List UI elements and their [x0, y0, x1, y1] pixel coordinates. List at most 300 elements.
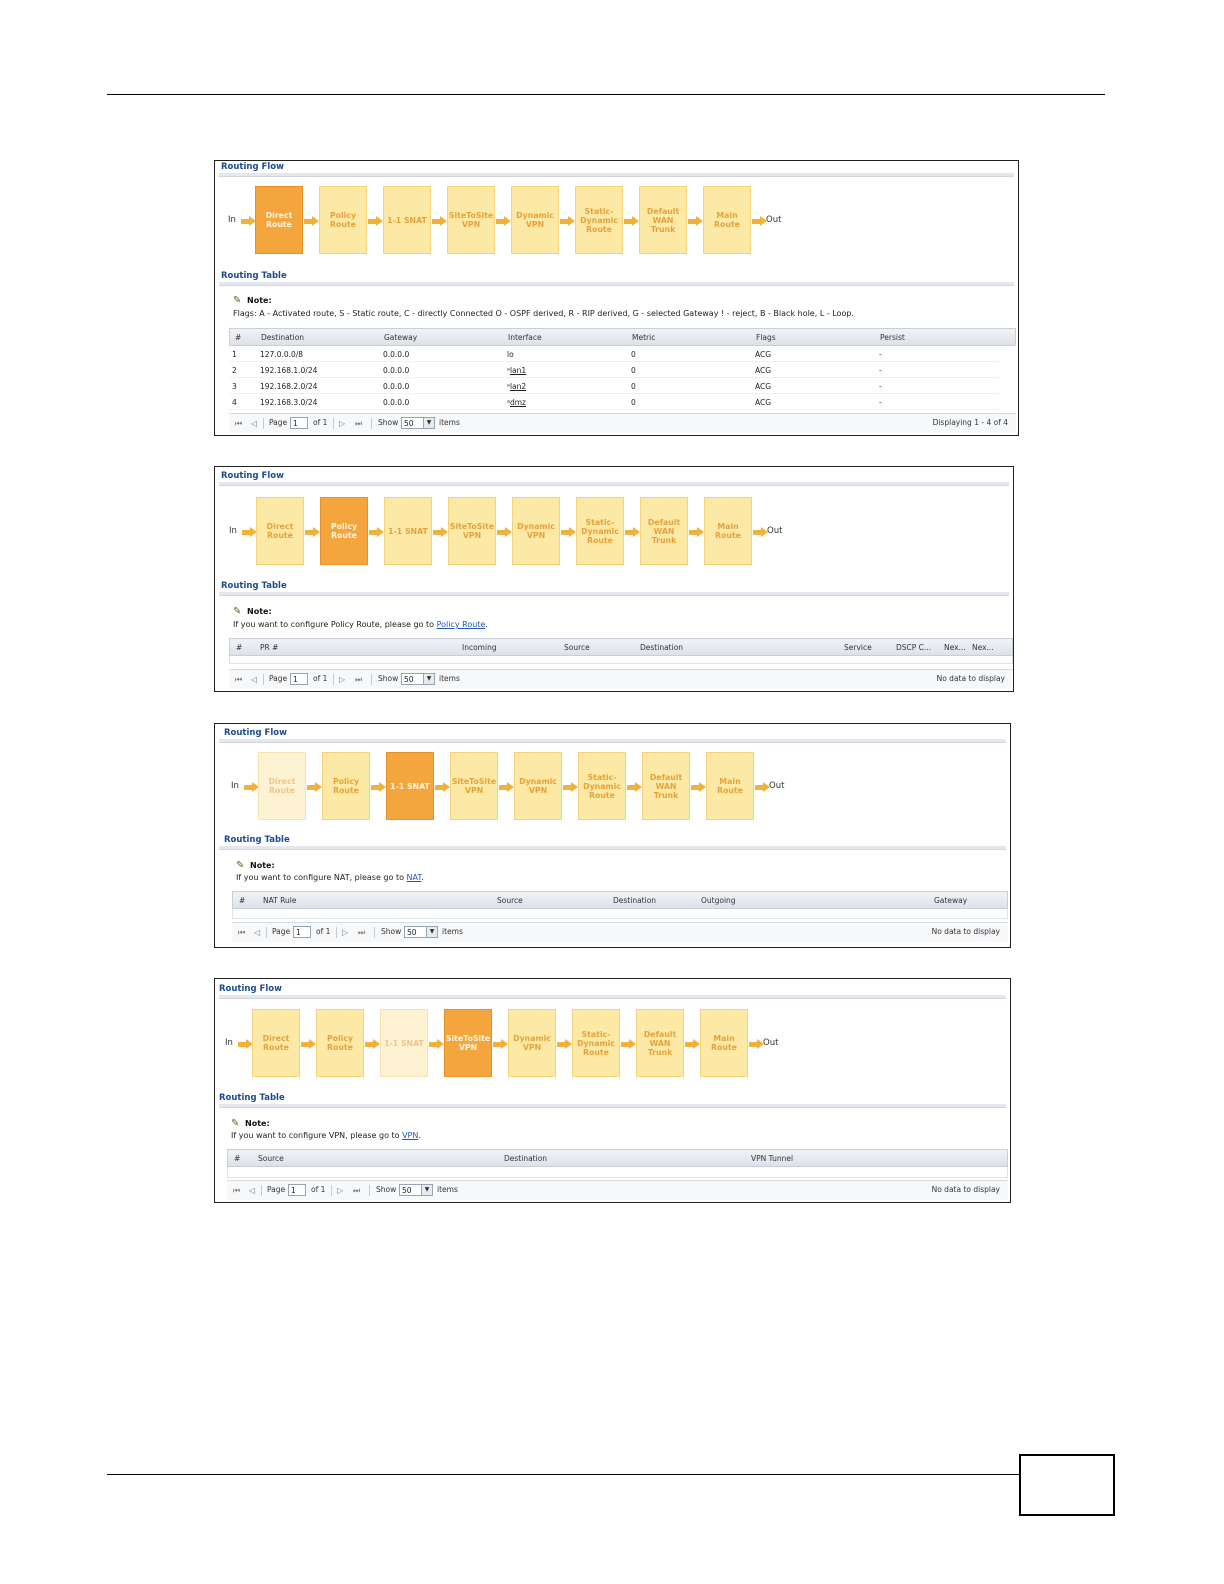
flow-step-6[interactable]	[636, 1009, 684, 1077]
first-page-icon[interactable]: ⏮	[233, 1186, 241, 1195]
flow-arrow-icon	[497, 527, 511, 537]
pager-separator	[333, 418, 334, 429]
flow-step-label-line: Direct	[268, 777, 296, 786]
flow-in-label: In	[229, 526, 237, 536]
flow-step-label-line: VPN	[528, 786, 548, 795]
flow-step-label-line: Route	[711, 1043, 737, 1052]
flow-step-label	[449, 211, 493, 229]
column-gateway[interactable]: Gateway	[384, 333, 418, 342]
flow-arrow-icon	[749, 1039, 763, 1049]
flow-step-label	[267, 522, 294, 540]
pager-separator	[331, 1185, 332, 1196]
pager-status: No data to display	[931, 1185, 1000, 1194]
flow-step-0[interactable]	[256, 497, 304, 565]
column-vpn-tunnel[interactable]: VPN Tunnel	[751, 1154, 794, 1163]
column-number[interactable]: #	[235, 333, 242, 342]
column-destination[interactable]: Destination	[504, 1154, 548, 1163]
flow-step-label	[446, 1034, 490, 1052]
flow-step-label	[581, 518, 619, 545]
cell-metric: 0	[631, 382, 636, 391]
cell-metric: 0	[631, 366, 636, 375]
note-icon: ✎	[231, 1118, 240, 1129]
cell-gateway: 0.0.0.0	[383, 366, 410, 375]
pager-status: No data to display	[936, 674, 1005, 683]
flow-step-label-line: WAN	[655, 781, 677, 791]
flow-step-label-line: Main	[713, 1034, 735, 1043]
flow-step-label-line: VPN	[461, 220, 481, 229]
flow-step-label	[516, 211, 554, 229]
flow-step-label-line: Main	[717, 522, 739, 531]
page-label: Page	[269, 674, 288, 683]
items-label: items	[437, 1185, 458, 1194]
flow-step-label-line: Dynamic	[577, 1038, 615, 1048]
flow-arrow-icon	[627, 782, 641, 792]
flow-step-2[interactable]	[383, 186, 431, 254]
routing-table-title: Routing Table	[221, 581, 287, 591]
flow-step-label-line: VPN	[458, 1043, 478, 1052]
table-row[interactable]	[229, 394, 999, 410]
cell-flags: ACG	[755, 382, 772, 391]
flow-step-label-line: VPN	[526, 531, 546, 540]
pager	[229, 669, 1013, 689]
flow-step-3[interactable]	[447, 186, 495, 254]
column-flags[interactable]: Flags	[756, 333, 776, 342]
flow-arrow-icon	[429, 1039, 443, 1049]
flow-step-label	[330, 211, 356, 229]
nat-link[interactable]: NAT	[406, 873, 422, 882]
chevron-down-icon[interactable]: ▼	[426, 927, 437, 937]
note-title: Note:	[247, 607, 272, 616]
flow-step-4[interactable]	[511, 186, 559, 254]
column-source[interactable]: Source	[497, 896, 523, 905]
flow-step-4[interactable]	[512, 497, 560, 565]
flow-step-label	[648, 518, 680, 545]
flow-step-label-line: SiteToSite	[451, 777, 497, 786]
flow-step-label-line: SiteToSite	[449, 522, 495, 531]
column-service[interactable]: Service	[844, 643, 872, 652]
note-icon: ✎	[236, 860, 245, 871]
flow-step-label-line: Policy	[329, 211, 357, 220]
flow-step-7[interactable]	[706, 752, 754, 820]
column-incoming[interactable]: Incoming	[462, 643, 497, 652]
flow-arrow-icon	[560, 216, 574, 226]
flow-step-7[interactable]	[700, 1009, 748, 1077]
flow-step-label-line: Default	[647, 517, 681, 527]
page-number-input[interactable]: 1	[290, 673, 308, 685]
flow-step-label-line: SiteToSite	[445, 1034, 491, 1043]
table-row[interactable]	[229, 346, 999, 362]
flow-step-6[interactable]	[642, 752, 690, 820]
column-interface[interactable]: Interface	[508, 333, 542, 342]
flow-step-0[interactable]	[258, 752, 306, 820]
flow-arrow-icon	[755, 782, 769, 792]
flow-arrow-icon	[499, 782, 513, 792]
flow-step-0[interactable]	[255, 186, 303, 254]
policy-route-table-header	[229, 638, 1013, 656]
flow-step-label-line: VPN	[522, 1043, 542, 1052]
interface-link[interactable]: dmz	[509, 398, 526, 407]
routing-table-title: Routing Table	[221, 271, 287, 281]
flow-arrow-icon	[368, 216, 382, 226]
cell-number: 4	[232, 398, 237, 407]
flow-out-label: Out	[766, 215, 782, 225]
page-number-input[interactable]: 1	[290, 417, 308, 429]
routing-flow-title: Routing Flow	[221, 471, 284, 481]
show-label: Show	[378, 674, 399, 683]
flow-arrow-icon	[621, 1039, 635, 1049]
cell-interface-link[interactable]: ᵃdmz	[507, 398, 526, 407]
show-label: Show	[378, 418, 399, 427]
empty-grid-body	[229, 656, 1013, 664]
flow-step-3[interactable]	[450, 752, 498, 820]
flow-step-label-line: Policy	[326, 1034, 354, 1043]
cell-metric: 0	[631, 398, 636, 407]
flow-step-label-line: Route	[587, 535, 613, 545]
flow-arrow-icon	[557, 1039, 571, 1049]
flow-arrow-icon	[365, 1039, 379, 1049]
flow-step-label-line: Dynamic	[516, 211, 554, 220]
last-page-icon[interactable]: ⏭	[355, 675, 363, 684]
pager-separator	[266, 927, 267, 938]
flow-arrow-icon	[685, 1039, 699, 1049]
flow-out-label: Out	[763, 1038, 779, 1048]
flow-step-2[interactable]	[384, 497, 432, 565]
page-label: Page	[267, 1185, 286, 1194]
flow-in-label: In	[225, 1038, 233, 1048]
column-destination[interactable]: Destination	[640, 643, 684, 652]
flow-step-7[interactable]	[704, 497, 752, 565]
column-nat-rule[interactable]: NAT Rule	[263, 896, 297, 905]
flow-arrow-icon	[242, 527, 256, 537]
flow-step-label	[450, 522, 494, 540]
flow-step-label-line: Route	[330, 220, 356, 229]
flow-arrow-icon	[241, 216, 255, 226]
vpn-table-header	[227, 1149, 1008, 1167]
routing-flow-title: Routing Flow	[219, 984, 282, 994]
flow-step-label-line: Dynamic	[581, 526, 619, 536]
page-label: Page	[272, 927, 291, 936]
chevron-down-icon[interactable]: ▼	[423, 418, 434, 428]
flow-step-label-line: Route	[263, 1043, 289, 1052]
flow-step-label-line: VPN	[464, 786, 484, 795]
flow-step-label	[577, 1030, 615, 1057]
next-page-icon[interactable]: ▷	[339, 675, 346, 684]
pager-separator	[369, 1185, 370, 1196]
flow-step-label	[263, 1034, 290, 1052]
flow-step-label-line: WAN	[652, 215, 674, 225]
pager-status: No data to display	[931, 927, 1000, 936]
last-page-icon[interactable]: ⏭	[358, 928, 366, 937]
flow-step-label-line: Route	[715, 531, 741, 540]
flow-step-label-line: Static-	[581, 1029, 611, 1039]
first-page-icon[interactable]: ⏮	[235, 675, 243, 684]
flow-in-label: In	[231, 781, 239, 791]
flow-step-0[interactable]	[252, 1009, 300, 1077]
page-size-select[interactable]	[399, 1184, 433, 1196]
pager-separator	[263, 418, 264, 429]
flow-step-label-line: Trunk	[647, 1047, 673, 1057]
routing-flow-diagram	[218, 752, 1011, 822]
flow-step-label-line: Route	[269, 786, 295, 795]
column-pr-number[interactable]: PR #	[260, 643, 279, 652]
flow-arrow-icon	[688, 216, 702, 226]
flow-step-label-line: Direct	[265, 211, 293, 220]
flow-arrow-icon	[304, 216, 318, 226]
flow-step-2[interactable]	[380, 1009, 428, 1077]
flow-step-label	[266, 211, 293, 229]
flow-step-label	[269, 777, 296, 795]
cell-interface-link[interactable]: ᵃlan1	[507, 366, 527, 375]
flow-step-label	[327, 1034, 353, 1052]
cell-destination: 192.168.1.0/24	[260, 366, 318, 375]
items-label: items	[439, 674, 460, 683]
flow-step-5[interactable]	[578, 752, 626, 820]
cell-interface: lo	[507, 350, 514, 359]
flow-step-5[interactable]	[575, 186, 623, 254]
flow-step-label-line: 1-1 SNAT	[384, 1038, 424, 1048]
flow-step-3[interactable]	[448, 497, 496, 565]
flow-step-label-line: Main	[716, 211, 738, 220]
page-size-select[interactable]	[401, 417, 435, 429]
routing-panel-direct-route	[214, 160, 1019, 436]
section-divider	[219, 1104, 1006, 1108]
page-size-select[interactable]	[404, 926, 438, 938]
show-label: Show	[376, 1185, 397, 1194]
flow-step-label	[388, 527, 428, 536]
flow-arrow-icon	[753, 527, 767, 537]
next-page-icon[interactable]: ▷	[337, 1186, 344, 1195]
cell-gateway: 0.0.0.0	[383, 350, 410, 359]
flow-step-label-line: Direct	[266, 522, 294, 531]
flow-step-label-line: Route	[333, 786, 359, 795]
first-page-icon[interactable]: ⏮	[238, 928, 246, 937]
page-size-value: 50	[402, 1186, 412, 1195]
flow-step-5[interactable]	[572, 1009, 620, 1077]
column-next-hop-type[interactable]: Nex...	[944, 643, 966, 652]
flow-step-2[interactable]	[386, 752, 434, 820]
flow-step-label-line: Static-	[584, 206, 614, 216]
column-destination[interactable]: Destination	[613, 896, 657, 905]
flow-step-label-line: Trunk	[651, 535, 677, 545]
flow-step-label	[333, 777, 359, 795]
page-number-input[interactable]: 1	[293, 926, 311, 938]
flow-step-label-line: Dynamic	[580, 215, 618, 225]
section-divider	[219, 282, 1014, 286]
flow-arrow-icon	[561, 527, 575, 537]
chevron-down-icon[interactable]: ▼	[421, 1185, 432, 1195]
cell-persist: -	[879, 398, 882, 407]
flow-step-label-line: Route	[267, 531, 293, 540]
flow-step-label-line: Default	[649, 772, 683, 782]
flow-step-label	[647, 207, 679, 234]
pager	[232, 922, 1008, 942]
column-number[interactable]: #	[236, 643, 243, 652]
section-divider	[219, 995, 1006, 999]
flow-step-7[interactable]	[703, 186, 751, 254]
note-text: If you want to configure VPN, please go to VPN.	[231, 1131, 421, 1140]
flow-step-label	[517, 522, 555, 540]
column-metric[interactable]: Metric	[632, 333, 656, 342]
note-text: If you want to configure Policy Route, please go to Policy Route.	[233, 620, 488, 629]
footer-rule	[107, 1474, 1019, 1475]
page-count: of 1	[311, 1185, 326, 1194]
previous-page-icon[interactable]: ◁	[249, 1186, 256, 1195]
flow-arrow-icon	[563, 782, 577, 792]
flow-step-label-line: Policy	[332, 777, 360, 786]
page-number-input[interactable]: 1	[288, 1184, 306, 1196]
vpn-link[interactable]: VPN	[402, 1131, 419, 1140]
column-outgoing[interactable]: Outgoing	[701, 896, 736, 905]
flow-step-label-line: 1-1 SNAT	[387, 215, 427, 225]
pager	[229, 413, 1016, 433]
flow-step-label-line: Route	[586, 224, 612, 234]
flow-arrow-icon	[625, 527, 639, 537]
flow-step-6[interactable]	[640, 497, 688, 565]
column-dscp-code[interactable]: DSCP C...	[896, 643, 932, 652]
flow-step-label-line: Route	[589, 790, 615, 800]
flow-arrow-icon	[689, 527, 703, 537]
flow-arrow-icon	[371, 782, 385, 792]
flow-step-1[interactable]	[316, 1009, 364, 1077]
pager-status: Displaying 1 - 4 of 4	[932, 418, 1008, 427]
note-text: Flags: A - Activated route, S - Static route, C - directly Connected O - OSPF derived, R - RIP derived, G - selected Gateway ! - reject, B - Black hole, L - Loop.	[233, 309, 854, 318]
routing-table-body	[229, 346, 1016, 410]
flow-step-label-line: WAN	[653, 526, 675, 536]
routing-flow-diagram	[216, 497, 1014, 567]
column-destination[interactable]: Destination	[261, 333, 305, 342]
flow-step-label	[331, 522, 357, 540]
previous-page-icon[interactable]: ◁	[254, 928, 261, 937]
last-page-icon[interactable]: ⏭	[355, 419, 363, 428]
last-page-icon[interactable]: ⏭	[353, 1186, 361, 1195]
empty-grid-body	[227, 1167, 1008, 1178]
flow-arrow-icon	[238, 1039, 252, 1049]
flow-arrow-icon	[305, 527, 319, 537]
flow-step-1[interactable]	[320, 497, 368, 565]
nat-table-header	[232, 891, 1008, 909]
flow-step-4[interactable]	[508, 1009, 556, 1077]
flow-step-3[interactable]	[444, 1009, 492, 1077]
column-gateway[interactable]: Gateway	[934, 896, 968, 905]
policy-route-link[interactable]: Policy Route	[436, 620, 486, 629]
column-source[interactable]: Source	[258, 1154, 284, 1163]
cell-interface-link[interactable]: ᵃlan2	[507, 382, 527, 391]
page-size-value: 50	[404, 419, 414, 428]
flow-arrow-icon	[624, 216, 638, 226]
section-divider	[219, 846, 1006, 850]
chevron-down-icon[interactable]: ▼	[423, 674, 434, 684]
page-count: of 1	[313, 418, 328, 427]
flow-step-label-line: Route	[331, 531, 357, 540]
cell-persist: -	[879, 350, 882, 359]
flow-step-6[interactable]	[639, 186, 687, 254]
flow-step-label	[519, 777, 557, 795]
note-icon: ✎	[233, 606, 242, 617]
flow-arrow-icon	[691, 782, 705, 792]
flow-step-label	[452, 777, 496, 795]
flow-arrow-icon	[435, 782, 449, 792]
flow-in-label: In	[228, 215, 236, 225]
flow-arrow-icon	[752, 216, 766, 226]
cell-flags: ACG	[755, 350, 772, 359]
cell-gateway: 0.0.0.0	[383, 398, 410, 407]
section-divider	[219, 739, 1006, 743]
header-rule	[107, 94, 1105, 95]
flow-step-label	[711, 1034, 737, 1052]
interface-link[interactable]: lan2	[509, 382, 527, 391]
flow-step-label-line: Static-	[585, 517, 615, 527]
flow-arrow-icon	[307, 782, 321, 792]
column-next-hop-info[interactable]: Nex...	[972, 643, 994, 652]
flow-step-label-line: Policy	[330, 522, 358, 531]
flow-step-label-line: VPN	[525, 220, 545, 229]
table-row[interactable]	[229, 362, 999, 378]
pager-separator	[374, 927, 375, 938]
flow-step-1[interactable]	[322, 752, 370, 820]
column-number[interactable]: #	[234, 1154, 241, 1163]
routing-panel-snat	[214, 723, 1011, 948]
flow-step-label-line: Dynamic	[513, 1034, 551, 1043]
flow-arrow-icon	[369, 527, 383, 537]
flow-step-label	[717, 777, 743, 795]
flow-step-label	[715, 522, 741, 540]
cell-number: 1	[232, 350, 237, 359]
routing-flow-diagram	[215, 186, 1018, 256]
items-label: items	[442, 927, 463, 936]
column-persist[interactable]: Persist	[880, 333, 905, 342]
column-number[interactable]: #	[239, 896, 246, 905]
flow-out-label: Out	[769, 781, 785, 791]
pager-separator	[263, 674, 264, 685]
interface-link[interactable]: lan1	[509, 366, 527, 375]
flow-step-label-line: Dynamic	[583, 781, 621, 791]
flow-step-label	[513, 1034, 551, 1052]
routing-table-header	[229, 328, 1016, 346]
column-source[interactable]: Source	[564, 643, 590, 652]
flow-step-label	[384, 1039, 424, 1048]
flow-step-label-line: Dynamic	[519, 777, 557, 786]
cell-persist: -	[879, 382, 882, 391]
note-title: Note:	[250, 861, 275, 870]
cell-destination: 192.168.2.0/24	[260, 382, 318, 391]
pager-separator	[371, 674, 372, 685]
flow-step-label-line: Route	[327, 1043, 353, 1052]
flow-step-label	[583, 773, 621, 800]
flow-arrow-icon	[433, 527, 447, 537]
page-size-select[interactable]	[401, 673, 435, 685]
flow-step-label-line: Route	[714, 220, 740, 229]
flow-step-5[interactable]	[576, 497, 624, 565]
previous-page-icon[interactable]: ◁	[251, 419, 258, 428]
show-label: Show	[381, 927, 402, 936]
first-page-icon[interactable]: ⏮	[235, 419, 243, 428]
flow-step-4[interactable]	[514, 752, 562, 820]
flow-step-label	[387, 216, 427, 225]
flow-arrow-icon	[244, 782, 258, 792]
flow-step-label-line: Main	[719, 777, 741, 786]
section-divider	[219, 592, 1009, 596]
flow-step-1[interactable]	[319, 186, 367, 254]
flow-step-label-line: SiteToSite	[448, 211, 494, 220]
table-row[interactable]	[229, 378, 999, 394]
page-count: of 1	[313, 674, 328, 683]
next-page-icon[interactable]: ▷	[342, 928, 349, 937]
previous-page-icon[interactable]: ◁	[251, 675, 258, 684]
cell-number: 2	[232, 366, 237, 375]
next-page-icon[interactable]: ▷	[339, 419, 346, 428]
cell-gateway: 0.0.0.0	[383, 382, 410, 391]
pager-separator	[261, 1185, 262, 1196]
